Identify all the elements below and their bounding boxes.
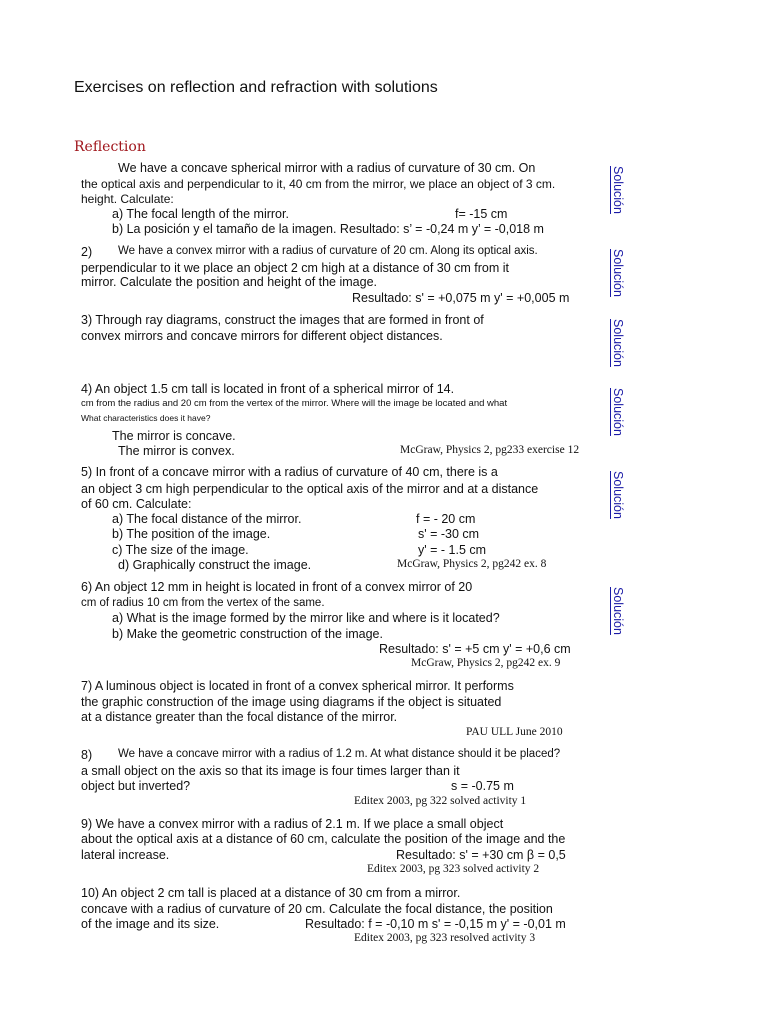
exercise-2-number: 2) [81, 245, 93, 259]
exercise-4-part-a: The mirror is concave. [112, 429, 236, 443]
exercise-5-source: McGraw, Physics 2, pg242 ex. 8 [397, 558, 547, 570]
solution-link-4[interactable]: Solución [611, 388, 625, 436]
exercise-5-part-c-answer: y' = - 1.5 cm [418, 543, 487, 557]
exercise-5-part-b-answer: s' = -30 cm [418, 527, 480, 541]
exercise-8-source: Editex 2003, pg 322 solved activity 1 [354, 795, 527, 807]
exercise-3-line-1: 3) Through ray diagrams, construct the images that are formed in front of [81, 313, 484, 327]
solution-link-1[interactable]: Solución [611, 166, 625, 214]
solution-link-2[interactable]: Solución [611, 249, 625, 297]
exercise-5-line-2: an object 3 cm high perpendicular to the optical axis of the mirror and at a distance [81, 482, 539, 496]
exercise-9-line-1: 9) We have a convex mirror with a radius of 2.1 m. If we place a small object [81, 817, 504, 831]
exercise-10-source: Editex 2003, pg 323 resolved activity 3 [354, 932, 536, 944]
exercise-5-part-d: d) Graphically construct the image. [118, 558, 312, 572]
exercise-8-line-1: We have a concave mirror with a radius of 1.2 m. At what distance should it be placed? [118, 748, 561, 760]
exercise-4-line-3: What characteristics does it have? [81, 413, 211, 423]
solution-link-3[interactable]: Solución [611, 319, 625, 367]
exercise-5-line-3: of 60 cm. Calculate: [81, 497, 192, 511]
exercise-9-line-3: lateral increase. [81, 848, 170, 862]
exercise-5-part-a: a) The focal distance of the mirror. [112, 512, 302, 526]
exercise-9-result: Resultado: s' = +30 cm β = 0,5 [396, 848, 566, 862]
exercise-4-source: McGraw, Physics 2, pg233 exercise 12 [400, 444, 580, 456]
exercise-10-line-2: concave with a radius of curvature of 20 cm. Calculate the focal distance, the position [81, 902, 553, 916]
exercise-6-result: Resultado: s' = +5 cm y' = +0,6 cm [379, 642, 571, 656]
exercise-10-result: Resultado: f = -0,10 m s' = -0,15 m y' = -0,01 m [305, 917, 566, 931]
exercise-2-line-3: mirror. Calculate the position and height of the image. [81, 275, 378, 289]
exercise-9-line-2: about the optical axis at a distance of 60 cm, calculate the position of the image and the [81, 832, 566, 846]
exercise-5-part-c: c) The size of the image. [112, 543, 249, 557]
exercise-2-line-1: We have a convex mirror with a radius of curvature of 20 cm. Along its optical axis. [118, 245, 538, 257]
exercise-8-number: 8) [81, 748, 93, 762]
exercise-7-source: PAU ULL June 2010 [466, 726, 563, 738]
exercise-5-part-b: b) The position of the image. [112, 527, 271, 541]
solution-link-5[interactable]: Solución [611, 471, 625, 519]
exercise-5-part-a-answer: f = - 20 cm [416, 512, 476, 526]
exercise-7-line-2: the graphic construction of the image using diagrams if the object is situated [81, 695, 502, 709]
exercise-1-line-1: We have a concave spherical mirror with a radius of curvature of 30 cm. On [118, 161, 536, 175]
exercise-2-line-2: perpendicular to it we place an object 2 cm high at a distance of 30 cm from it [81, 261, 510, 275]
exercise-3-line-2: convex mirrors and concave mirrors for different object distances. [81, 329, 443, 343]
exercise-7-line-3: at a distance greater than the focal distance of the mirror. [81, 710, 398, 724]
exercise-2-result: Resultado: s' = +0,075 m y' = +0,005 m [352, 291, 570, 305]
exercise-1-part-a-answer: f= -15 cm [455, 207, 508, 221]
section-heading-reflection: Reflection [74, 139, 146, 155]
exercise-6-line-2: cm of radius 10 cm from the vertex of the same. [81, 597, 325, 609]
exercise-5-line-1: 5) In front of a concave mirror with a radius of curvature of 40 cm, there is a [81, 465, 498, 479]
exercise-1-line-2: the optical axis and perpendicular to it, 40 cm from the mirror, we place an object of 3 cm. [81, 177, 556, 191]
exercise-9-source: Editex 2003, pg 323 solved activity 2 [367, 863, 540, 875]
exercise-7-line-1: 7) A luminous object is located in front of a convex spherical mirror. It performs [81, 679, 514, 693]
exercise-8-answer: s = -0.75 m [451, 779, 514, 793]
exercise-6-part-a: a) What is the image formed by the mirror like and where is it located? [112, 611, 500, 625]
exercise-10-line-3: of the image and its size. [81, 917, 220, 931]
exercise-4-line-2: cm from the radius and 20 cm from the vertex of the mirror. Where will the image be located and what [81, 398, 508, 409]
solution-link-6[interactable]: Solución [611, 587, 625, 635]
exercise-1-part-a: a) The focal length of the mirror. [112, 207, 289, 221]
exercise-10-line-1: 10) An object 2 cm tall is placed at a distance of 30 cm from a mirror. [81, 886, 461, 900]
exercise-8-line-2: a small object on the axis so that its image is four times larger than it [81, 764, 460, 778]
exercise-4-line-1: 4) An object 1.5 cm tall is located in front of a spherical mirror of 14. [81, 382, 455, 396]
exercise-6-part-b: b) Make the geometric construction of the image. [112, 627, 383, 641]
page-title: Exercises on reflection and refraction with solutions [74, 79, 438, 96]
exercise-4-part-b: The mirror is convex. [118, 444, 235, 458]
exercise-8-line-3: object but inverted? [81, 779, 191, 793]
exercise-6-source: McGraw, Physics 2, pg242 ex. 9 [411, 657, 561, 669]
exercise-1-line-3: height. Calculate: [81, 192, 174, 206]
exercise-6-line-1: 6) An object 12 mm in height is located in front of a convex mirror of 20 [81, 580, 473, 594]
exercise-1-part-b: b) La posición y el tamaño de la imagen. Resultado: s’ = -0,24 m y’ = -0,018 m [112, 222, 544, 236]
